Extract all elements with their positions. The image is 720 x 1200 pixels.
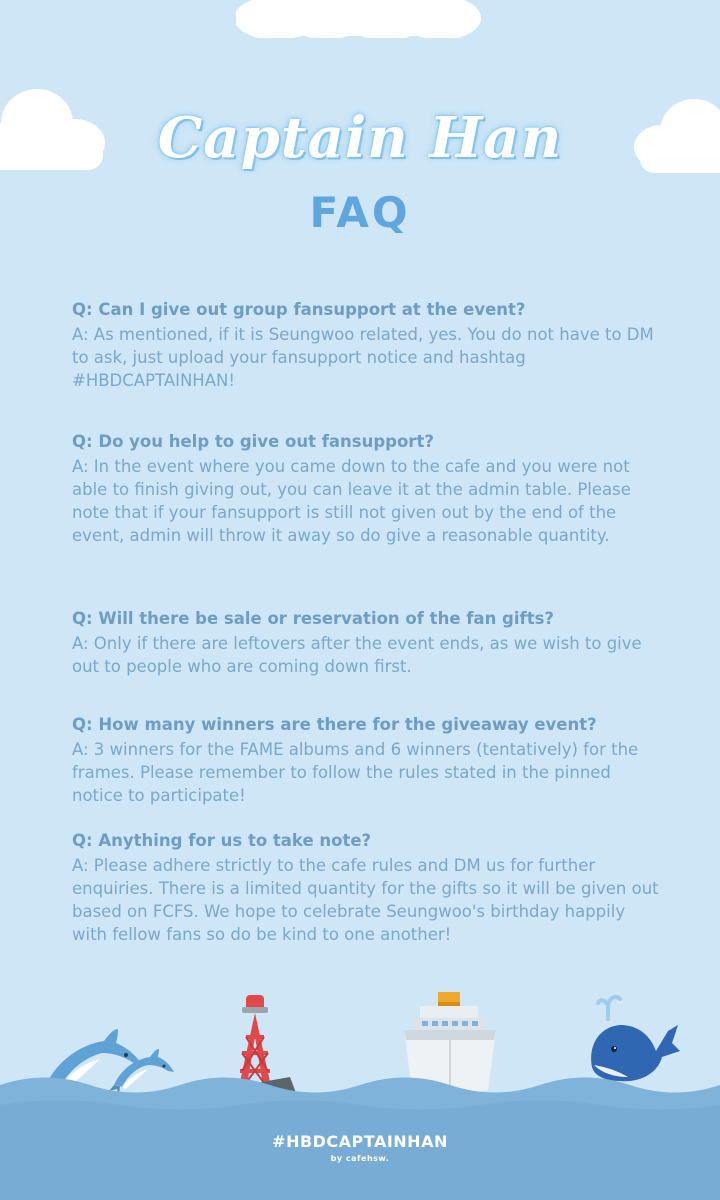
faq-answer: A: Only if there are leftovers after the event ends, as we wish to give out to people who are coming down first. [72,634,642,676]
faq-answer: A: Please adhere strictly to the cafe rules and DM us for further enquiries. There is a limited quantity for the gifts so it will be given out based on FCFS. We hope to celebrate Seungwoo's birthday happily with fellow fans so do be kind to one another! [72,856,659,944]
faq-item [72,713,662,807]
faq-question: Q: Can I give out group fansupport at the event? [72,300,526,319]
faq-answer: A: In the event where you came down to the cafe and you were not able to finish giving out, you can leave it at the admin table. Please note that if your fansupport is still not given out by the end of the event, admin will throw it away so do give a reasonable quantity. [72,457,631,545]
cloud-icon [236,0,486,38]
faq-item [72,430,662,547]
faq-item [72,607,662,678]
page-title: Captain Han [157,105,563,171]
sea-scene [0,975,720,1200]
page-subtitle: FAQ [309,188,411,237]
faq-answer: A: As mentioned, if it is Seungwoo related, yes. You do not have to DM to ask, just upload your fansupport notice and hashtag #HBDCAPTAINHAN! [72,325,654,390]
whale-icon [591,997,680,1081]
footer-hashtag: #HBDCAPTAINHAN [272,1132,448,1151]
faq-question: Q: Do you help to give out fansupport? [72,432,434,451]
faq-question: Q: Anything for us to take note? [72,831,372,850]
footer-credit: by cafehsw. [330,1154,390,1163]
faq-item [72,829,662,946]
faq-item [72,298,662,392]
faq-answer: A: 3 winners for the FAME albums and 6 winners (tentatively) for the frames. Please remember to follow the rules stated in the pinned notice to participate! [72,740,639,805]
faq-question: Q: Will there be sale or reservation of the fan gifts? [72,609,554,628]
title-container [0,105,720,171]
dolphin-icon [109,1049,174,1095]
faq-question: Q: How many winners are there for the giveaway event? [72,715,597,734]
